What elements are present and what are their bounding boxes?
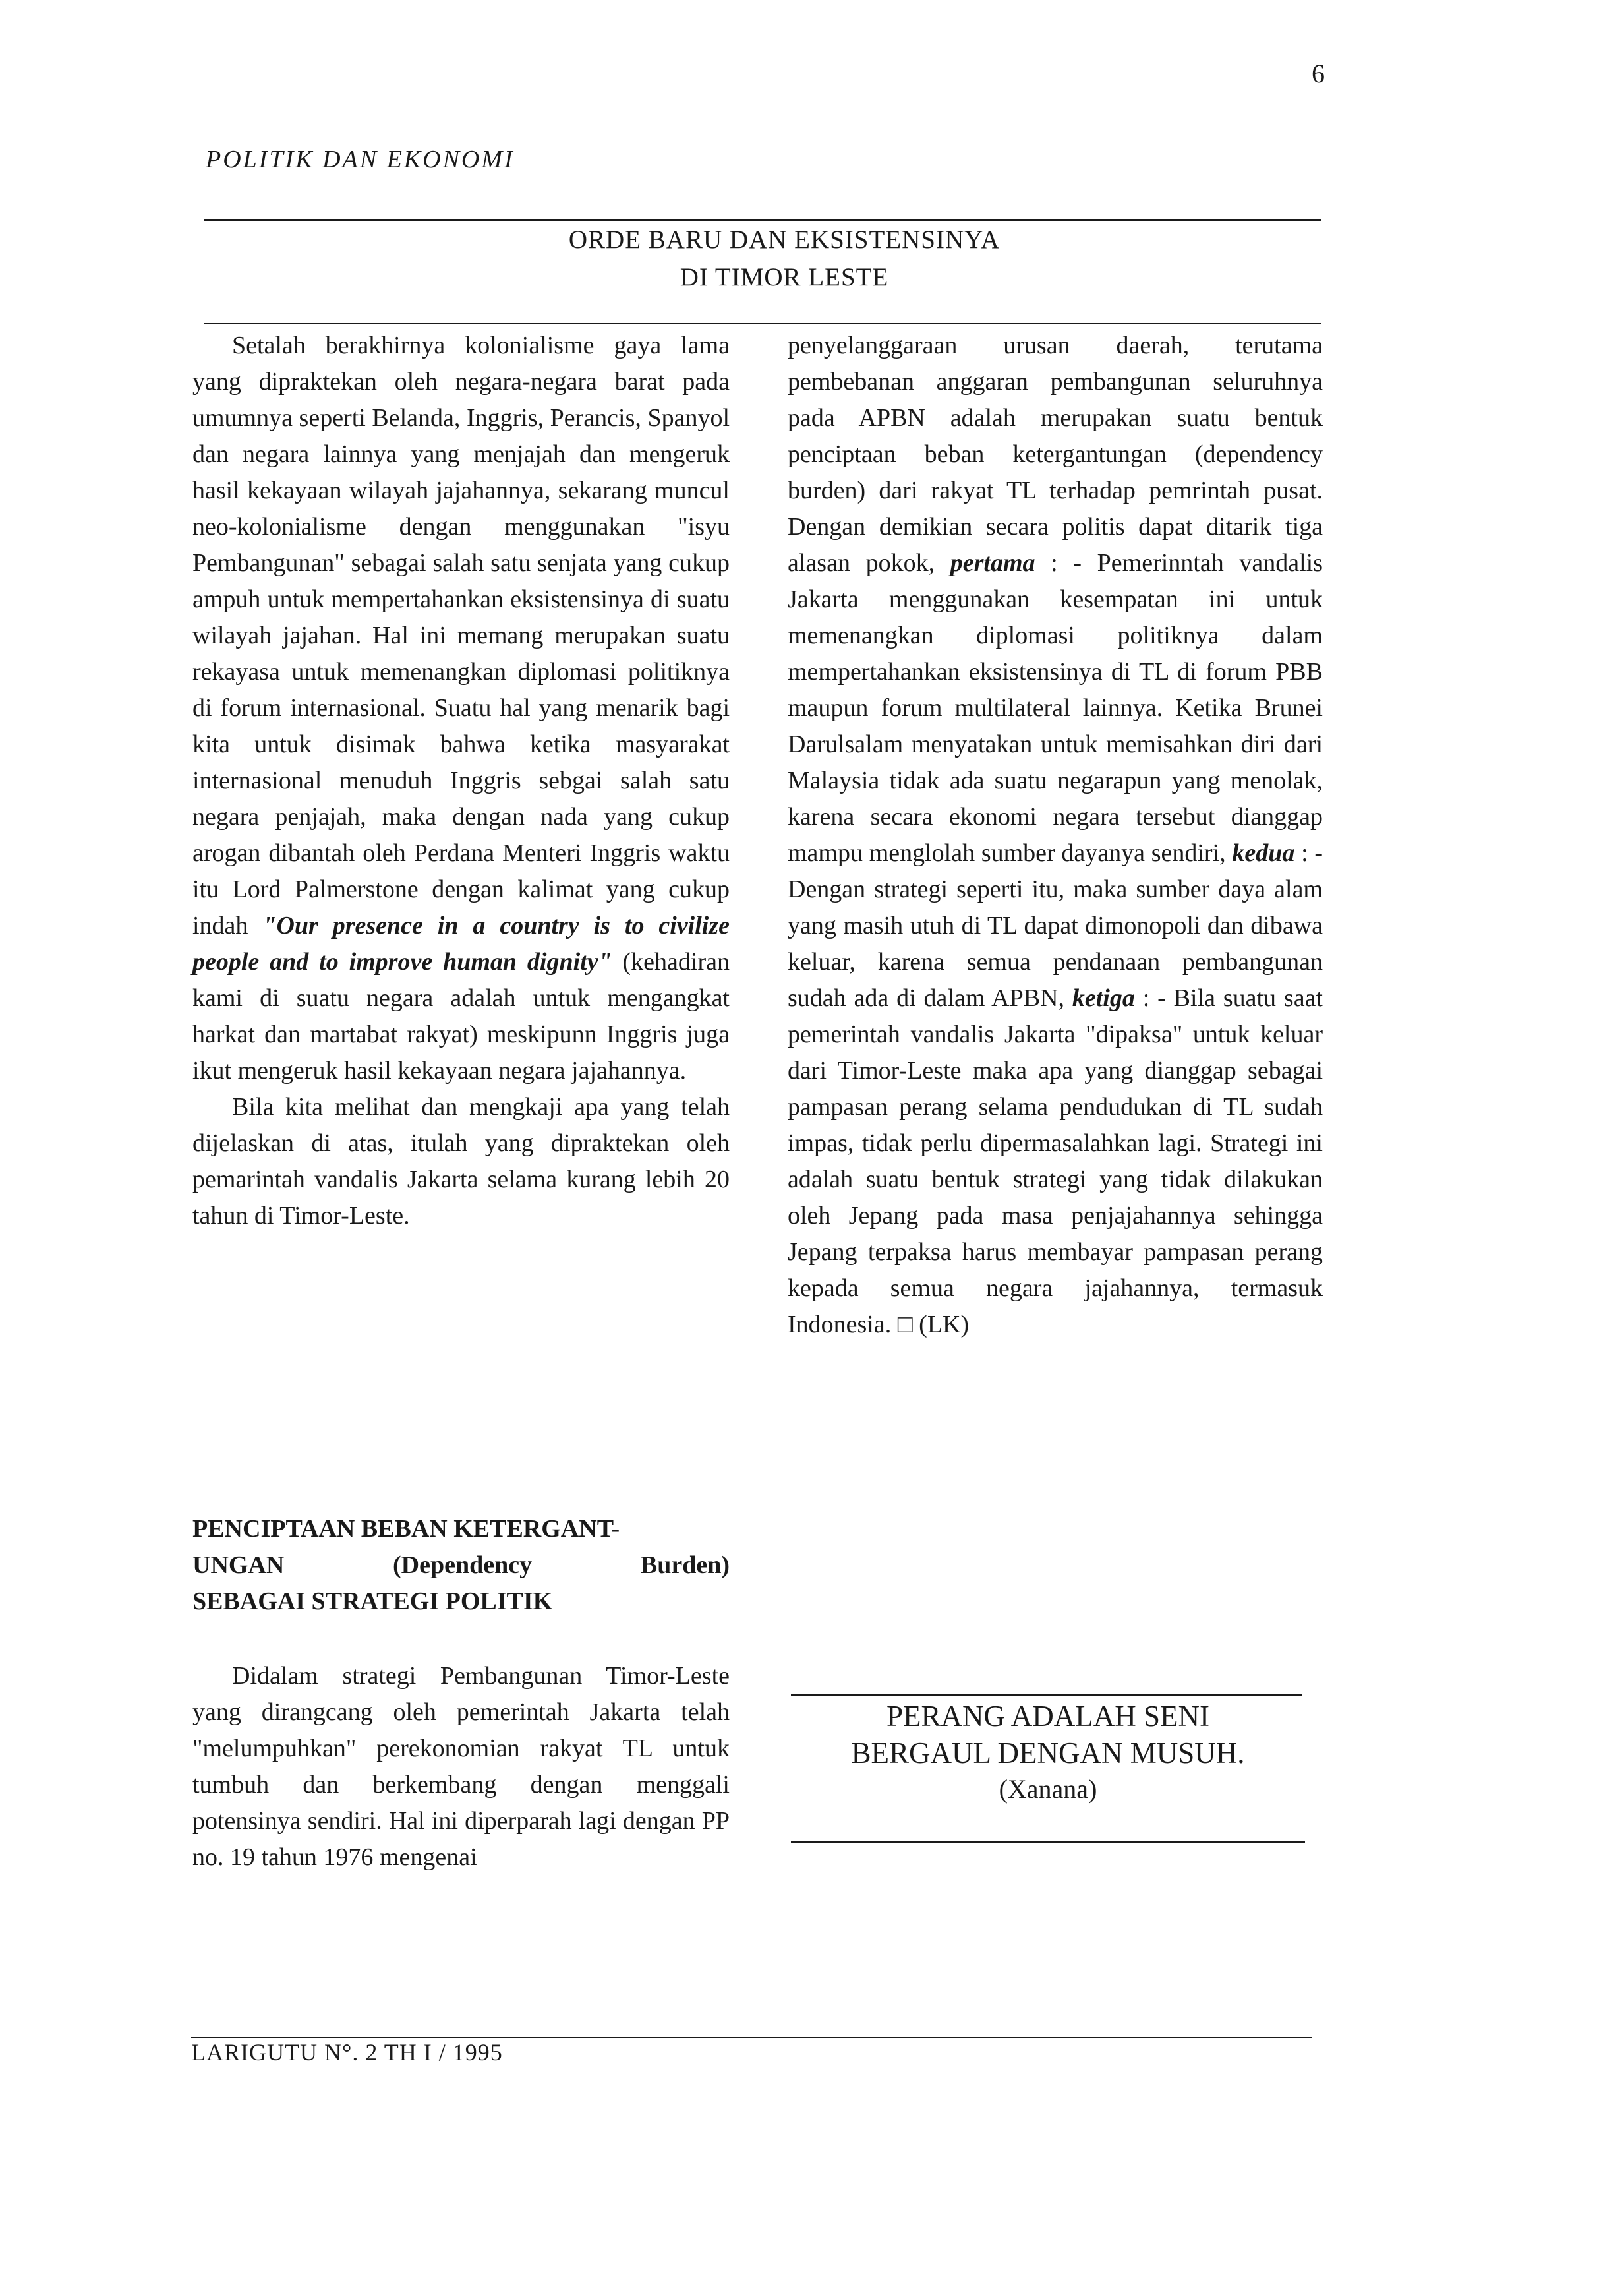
quote-box: [791, 1698, 1305, 1807]
article-title: [422, 221, 1147, 296]
paragraph-text: : - Bila suatu saat pemerintah vandalis Jakarta "dipaksa" untuk keluar dari Timor-Leste maka apa yang dianggap sebagai pampasan perang selama pendudukan di TL sudah impas, tidak perlu dipermasalahkan lagi. Strategi ini adalah suatu bentuk strategi yang tidak dilakukan oleh Jepang pada masa penjajahannya sehingga Jepang terpaksa harus membayar pampasan perang kepada semua negara jajahannya, termasuk Indonesia. □ (LK): [788, 984, 1323, 1338]
quote-rule-top: [791, 1694, 1302, 1696]
page-number: 6: [1312, 59, 1325, 88]
paragraph-text: penyelanggaraan urusan daerah, terutama pembebanan anggaran pembangunan seluruhnya pada APBN adalah merupakan suatu bentuk penciptaan beban ketergantungan (dependency burden) dari rakyat TL terhadap pemrintah pusat. Dengan demikian secara politis dapat ditarik tiga alasan pokok,: [788, 332, 1323, 577]
subheading-word: Burden): [640, 1551, 730, 1579]
subheading-line-1: PENCIPTAAN BEBAN KETERGANT-: [192, 1515, 620, 1543]
article-title-line-2: DI TIMOR LESTE: [680, 263, 889, 291]
footer-publication: LARIGUTU N°. 2 TH I / 1995: [191, 2039, 503, 2066]
section-subheading: [192, 1511, 730, 1620]
quote-line-2: BERGAUL DENGAN MUSUH.: [851, 1737, 1245, 1769]
subheading-line-2: [192, 1547, 730, 1584]
quote-text: "Our presence in a country is to civilize people and to improve human dignity": [192, 912, 730, 976]
body-paragraph: [192, 328, 730, 1089]
subheading-word: UNGAN: [192, 1551, 285, 1579]
body-paragraph: [788, 328, 1323, 1343]
emphasis-word: ketiga: [1072, 984, 1135, 1012]
body-paragraph: Didalam strategi Pembangunan Timor-Leste yang dirangcang oleh pemerintah Jakarta telah "melumpuhkan" perekonomian rakyat TL untuk tumbuh dan berkembang dengan menggali potensinya sendiri. Hal ini diperparah lagi dengan PP no. 19 tahun 1976 mengenai: [192, 1662, 730, 1871]
paragraph-text: (kehadiran kami di suatu negara adalah untuk mengangkat harkat dan martabat rakyat) meskipunn Inggris juga ikut mengeruk hasil kekayaan negara jajahannya.: [192, 948, 730, 1085]
body-paragraph: Bila kita melihat dan mengkaji apa yang telah dijelaskan di atas, itulah yang dipraktekan oleh pemarintah vandalis Jakarta selama kurang lebih 20 tahun di Timor-Leste.: [192, 1093, 730, 1230]
quote-author: (Xanana): [999, 1774, 1097, 1804]
left-column-top: [192, 328, 730, 1234]
emphasis-word: kedua: [1232, 839, 1295, 867]
paragraph-text: : - Dengan strategi seperti itu, maka sumber daya alam yang masih utuh di TL dapat dimonopoli dan dibawa keluar, karena semua pendanaan pembangunan sudah ada di dalam APBN,: [788, 839, 1323, 1012]
subheading-line-3: SEBAGAI STRATEGI POLITIK: [192, 1588, 553, 1615]
article-title-line-1: ORDE BARU DAN EKSISTENSINYA: [568, 225, 1000, 254]
paragraph-text: Setalah berakhirnya kolonialisme gaya lama yang dipraktekan oleh negara-negara barat pada umumnya seperti Belanda, Inggris, Perancis, Spanyol dan negara lainnya yang menjajah dan mengeruk hasil kekayaan wilayah jajahannya, sekarang muncul neo-kolonialisme dengan menggunakan "isyu Pembangunan" sebagai salah satu senjata yang cukup ampuh untuk mempertahankan eksistensinya di suatu wilayah jajahan. Hal ini memang merupakan suatu rekayasa untuk memenangkan diplomasi politiknya di forum internasional. Suatu hal yang menarik bagi kita untuk disimak bahwa ketika masyarakat internasional menuduh Inggris sebgai salah satu negara penjajah, maka dengan nada yang cukup arogan dibantah oleh Perdana Menteri Inggris waktu itu Lord Palmerstone dengan kalimat yang cukup indah: [192, 332, 730, 939]
subheading-word: (Dependency: [393, 1551, 533, 1579]
paragraph-text: : - Pemerinntah vandalis Jakarta menggunakan kesempatan ini untuk memenangkan diplomasi politiknya dalam mempertahankan eksistensinya di TL di forum PBB maupun forum multilateral lainnya. Ketika Brunei Darulsalam menyatakan untuk memisahkan diri dari Malaysia tidak ada suatu negarapun yang menolak, karena secara ekonomi negara tersebut dianggap mampu menglolah sumber dayanya sendiri,: [788, 549, 1323, 867]
section-label: POLITIK DAN EKONOMI: [206, 146, 515, 173]
quote-line-1: PERANG ADALAH SENI: [886, 1700, 1209, 1733]
quote-rule-bottom: [791, 1841, 1305, 1843]
left-column-bottom: [192, 1658, 730, 1876]
right-column: [788, 328, 1323, 1343]
title-rule: [204, 323, 1321, 324]
emphasis-word: pertama: [950, 549, 1035, 577]
